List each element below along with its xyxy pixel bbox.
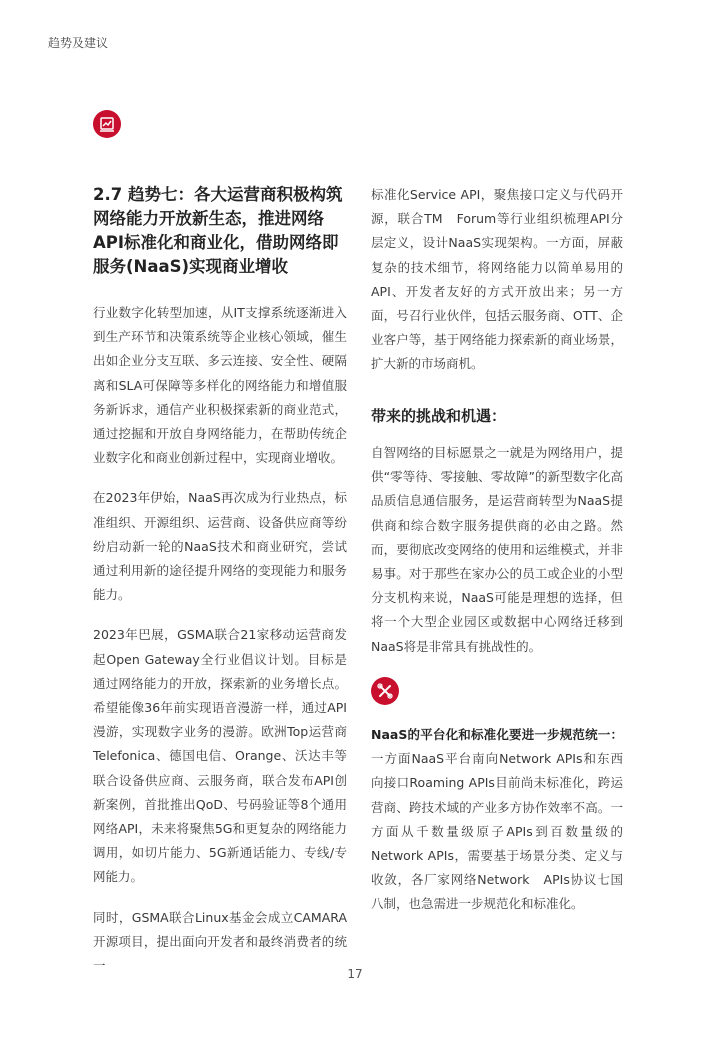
body-paragraph: 2023年巴展，GSMA联合21家移动运营商发起Open Gateway全行业倡议计划。目标是通过网络能力的开放，探索新的业务增长点。希望能像36年前实现语音漫游一样，通过API漫游，实现数字业务的漫游。欧洲Top运营商Telefonica、德国电信、Orange、沃达丰等联合设备供应商、云服务商，联合发布API创新案例，首批推出QoD、号码验证等8个通用网络API，未来将聚焦5G和更复杂的网络能力调用，如切片能力、5G新通话能力、专线/专网能力。	[93, 627, 347, 885]
platform-lead: NaaS的平台化和标准化要进一步规范统一：	[371, 727, 623, 742]
platform-paragraph	[371, 723, 623, 917]
right-column	[371, 183, 623, 377]
body-paragraph: 行业数字化转型加速，从IT支撑系统逐渐进入到生产环节和决策系统等企业核心领域，催生出如企业分支互联、多云连接、安全性、硬隔离和SLA可保障等多样化的网络能力和增值服务新诉求，通信产业积极探索新的商业范式，通过挖掘和开放自身网络能力，在帮助传统企业数字化和商业创新过程中，实现商业增收。	[93, 305, 347, 466]
left-column	[93, 183, 347, 978]
body-paragraph: 自智网络的目标愿景之一就是为网络用户，提供“零等待、零接触、零故障”的新型数字化高品质信息通信服务，是运营商转型为NaaS提供商和综合数字服务提供商的必由之路。然而，要彻底改变网络的使用和运维模式，并非易事。对于那些在家办公的员工或企业的小型分支机构来说，NaaS可能是理想的选择，但将一个大型企业园区或数据中心网络迁移到NaaS将是非常具有挑战性的。	[371, 445, 623, 654]
page-number: 17	[347, 967, 363, 981]
section-title: 2.7 趋势七：各大运营商积极构筑网络能力开放新生态，推进网络API标准化和商业化，借助网络即服务(NaaS)实现商业增收	[93, 185, 343, 276]
challenges-heading: 带来的挑战和机遇：	[371, 407, 507, 425]
body-paragraph: 在2023年伊始，NaaS再次成为行业热点，标准组织、开源组织、运营商、设备供应商等纷纷启动新一轮的NaaS技术和商业研究，尝试通过利用新的途径提升网络的变现能力和服务能力。	[93, 490, 347, 603]
trend-chart-icon	[93, 110, 121, 138]
tools-icon	[371, 677, 399, 705]
running-header: 趋势及建议	[48, 36, 109, 50]
platform-block	[371, 723, 623, 917]
platform-text: 一方面NaaS平台南向Network APIs和东西向接口Roaming APIs目前尚未标准化，跨运营商、跨技术域的产业多方协作效率不高。一方面从千数量级原子APIs到百数量级的Network APIs，需要基于场景分类、定义与收敛，各厂家网络Network APIs协议七国八制，也急需进一步规范化和标准化。	[371, 751, 623, 912]
challenges-block	[371, 441, 623, 659]
body-paragraph: 标准化Service API，聚焦接口定义与代码开源，联合TM Forum等行业组织梳理API分层定义，设计NaaS实现架构。一方面，屏蔽复杂的技术细节，将网络能力以简单易用的API、开发者友好的方式开放出来；另一方面，号召行业伙伴，包括云服务商、OTT、企业客户等，基于网络能力探索新的商业场景，扩大新的市场商机。	[371, 187, 623, 372]
body-paragraph: 同时，GSMA联合Linux基金会成立CAMARA开源项目，提出面向开发者和最终消费者的统一	[93, 909, 347, 974]
